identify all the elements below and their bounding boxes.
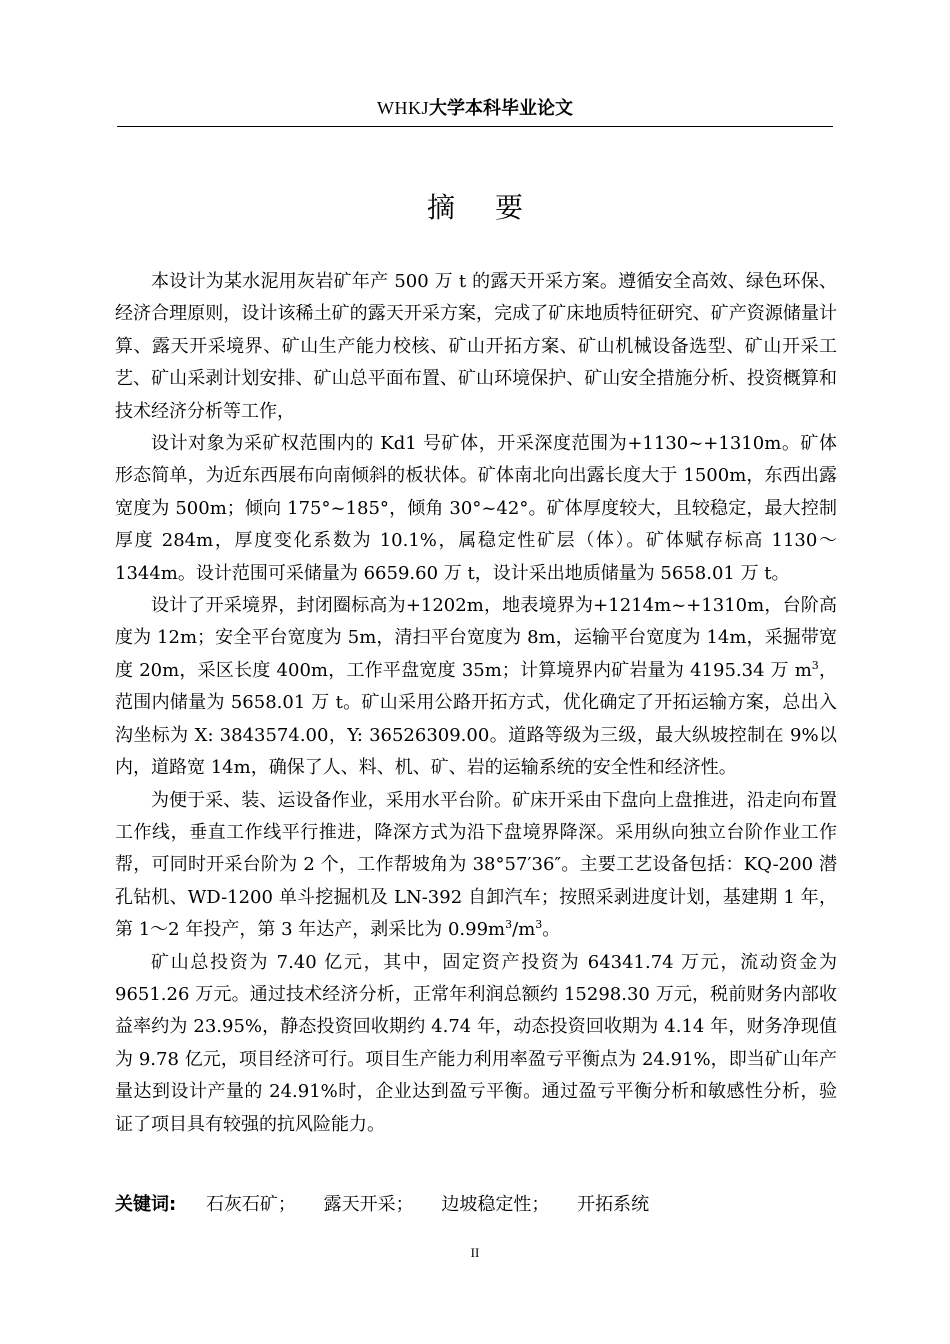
paragraph-4-text-a: 为便于采、装、运设备作业，采用水平台阶。矿床开采由下盘向上盘推进，沿走向布置工作线，垂直工作线平行推进，降深方式为沿下盘境界降深。采用纵向独立台阶作业工作帮，可同时开采台阶为 2 个，工作帮坡角为 38°57′36″。主要工艺设备包括：KQ-200 潜孔钻机、WD-1200 单斗挖掘机及 LN-392 自卸汽车；按照采剥进度计划，基建期 1 年，第 1～2 年投产，第 3 年达产，剥采比为 0.99m (115, 789, 837, 941)
keyword-item: 露天开采； (323, 1194, 414, 1215)
keyword-item: 石灰石矿； (205, 1194, 296, 1215)
superscript-3: 3 (505, 918, 513, 932)
abstract-paragraph-2: 设计对象为采矿权范围内的 Kd1 号矿体，开采深度范围为+1130~+1310m。矿体形态简单，为近东西展布向南倾斜的板状体。矿体南北向出露长度大于 1500m，东西出露宽度为 500m；倾向 175°~185°，倾角 30°~42°。矿体厚度较大，且较稳定，最大控制厚度 284m，厚度变化系数为 10.1%，属稳定性矿层（体）。矿体赋存标高 1130～1344m。设计范围可采储量为 6659.60 万 t，设计采出地质储量为 5658.01 万 t。 (115, 433, 837, 584)
keywords-line (115, 1190, 837, 1220)
abstract-body (115, 266, 837, 1141)
keywords-label: 关键词: (115, 1194, 177, 1215)
paragraph-3-text-a: 设计了开采境界，封闭圈标高为+1202m，地表境界为+1214m~+1310m，台阶高度为 12m；安全平台宽度为 5m，清扫平台宽度为 8m，运输平台宽度为 14m，采掘带宽度 20m，采区长度 400m，工作平盘宽度 35m；计算境界内矿岩量为 4195.34 万 m (115, 595, 837, 681)
superscript-3: 3 (535, 918, 543, 932)
paragraph-4-unit-divider: /m (512, 919, 536, 941)
paragraph-4-text-b: 。 (542, 919, 561, 941)
header-thesis-label: 大学本科毕业论文 (429, 98, 573, 119)
abstract-paragraph-4 (115, 785, 837, 947)
abstract-paragraph-1: 本设计为某水泥用灰岩矿年产 500 万 t 的露天开采方案。遵循安全高效、绿色环保、经济合理原则，设计该稀土矿的露天开采方案，完成了矿床地质特征研究、矿产资源储量计算、露天开采境界、矿山生产能力校核、矿山开拓方案、矿山机械设备选型、矿山开采工艺、矿山采剥计划安排、矿山总平面布置、矿山环境保护、矿山安全措施分析、投资概算和技术经济分析等工作， (115, 271, 837, 422)
abstract-paragraph-5: 矿山总投资为 7.40 亿元，其中，固定资产投资为 64341.74 万元，流动资金为 9651.26 万元。通过技术经济分析，正常年利润总额约 15298.30 万元，税前财务内部收益率约为 23.95%，静态投资回收期约 4.74 年，动态投资回收期为 4.14 年，财务净现值为 9.78 亿元，项目经济可行。项目生产能力利用率盈亏平衡点为 24.91%，即当矿山年产量达到设计产量的 24.91%时，企业达到盈亏平衡。通过盈亏平衡分析和敏感性分析，验证了项目具有较强的抗风险能力。 (115, 951, 837, 1135)
abstract-title: 摘要 (426, 191, 563, 224)
header-university-code: WHKJ (377, 98, 429, 118)
header-rule (117, 126, 833, 127)
keyword-item: 开拓系统 (577, 1194, 650, 1215)
superscript-3: 3 (811, 658, 819, 672)
page-number: II (470, 1245, 480, 1260)
running-header (0, 94, 950, 123)
keyword-item: 边坡稳定性； (441, 1194, 550, 1215)
paragraph-3-text-b: ，范围内储量为 5658.01 万 t。矿山采用公路开拓方式，优化确定了开拓运输方案，总出入沟坐标为 X: 3843574.00，Y: 36526309.00。道路等级为三级，最大纵坡控制在 9%以内，道路宽 14m，确保了人、料、机、矿、岩的运输系统的安全性和经济性。 (115, 659, 838, 779)
abstract-paragraph-3 (115, 590, 837, 784)
